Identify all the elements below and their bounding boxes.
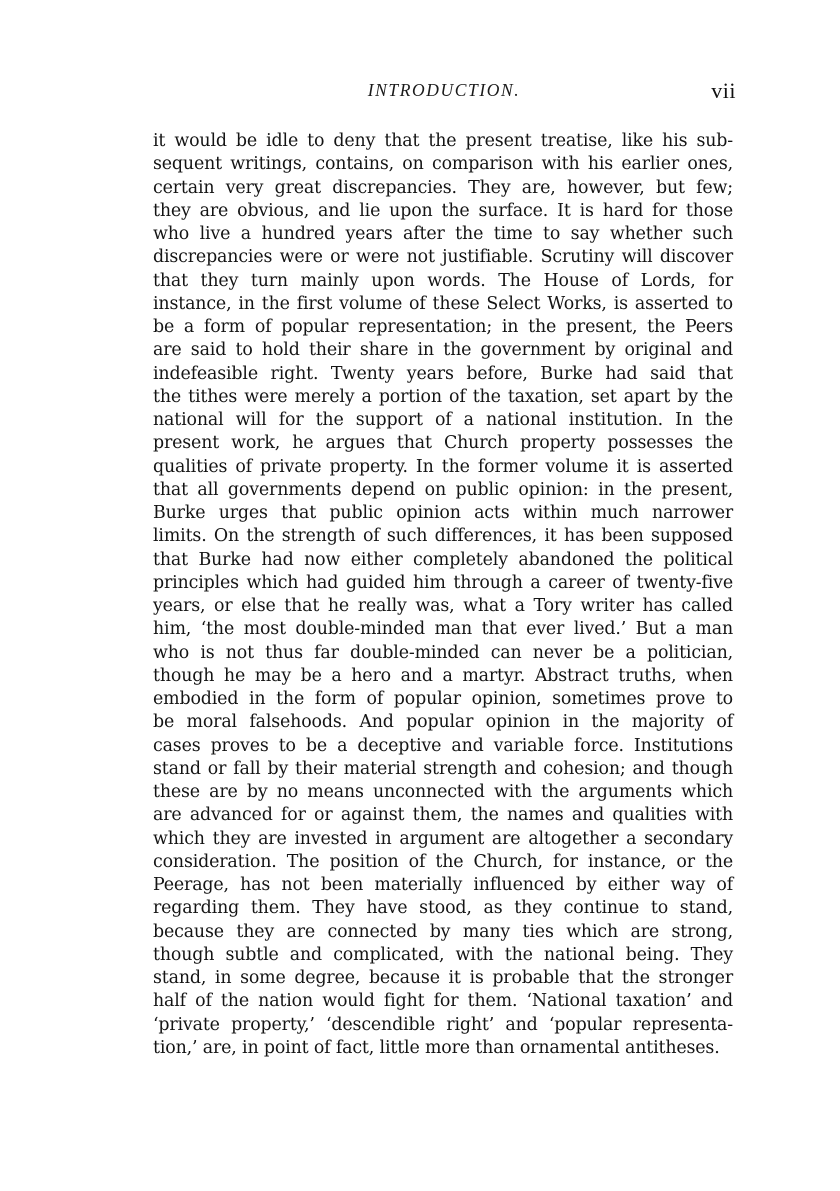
text-line: principles which had guided him through a career of twenty-five xyxy=(153,572,733,593)
text-line: him, ‘the most double-minded man that ever lived.’ But a man xyxy=(153,619,733,640)
text-line: that Burke had now either completely abandoned the political xyxy=(153,549,733,570)
text-line: who is not thus far double-minded can never be a politician, xyxy=(153,642,733,663)
text-line: present work, he argues that Church property possesses the xyxy=(153,433,733,454)
text-line: stand or fall by their material strength and cohesion; and though xyxy=(153,758,733,779)
running-title: INTRODUCTION. xyxy=(367,80,521,100)
text-line: be moral falsehoods. And popular opinion in the majority of xyxy=(153,712,733,733)
text-line: indefeasible right. Twenty years before, Burke had said that xyxy=(153,363,733,384)
text-line: be a form of popular representation; in the present, the Peers xyxy=(153,317,733,337)
page-number: vii xyxy=(711,78,736,103)
text-line: Burke urges that public opinion acts within much narrower xyxy=(153,503,733,523)
text-line: stand, in some degree, because it is probable that the stronger xyxy=(153,968,733,988)
text-line: cases proves to be a deceptive and variable force. Institutions xyxy=(153,735,733,756)
text-line: are advanced for or against them, the names and qualities with xyxy=(153,805,733,826)
text-line: because they are connected by many ties which are strong, xyxy=(153,921,733,942)
text-line: though he may be a hero and a martyr. Abstract truths, when xyxy=(153,665,733,686)
text-line: these are by no means unconnected with the arguments which xyxy=(153,782,733,802)
text-line: sequent writings, contains, on comparison with his earlier ones, xyxy=(153,154,733,175)
text-line: that they turn mainly upon words. The House of Lords, for xyxy=(153,270,733,291)
text-line: Peerage, has not been materially influenced by either way of xyxy=(153,875,733,895)
text-line: half of the nation would fight for them. ‘National taxation’ and xyxy=(153,991,733,1012)
text-line: though subtle and complicated, with the national being. They xyxy=(153,944,733,965)
text-line: consideration. The position of the Church, for instance, or the xyxy=(153,851,733,872)
text-line: are said to hold their share in the government by original and xyxy=(153,340,733,361)
text-line: instance, in the first volume of these Select Works, is asserted to xyxy=(153,293,733,314)
text-line: which they are invested in argument are altogether a secondary xyxy=(153,828,733,849)
text-line: certain very great discrepancies. They are, however, but few; xyxy=(153,177,733,198)
text-line: years, or else that he really was, what a Tory writer has called xyxy=(153,596,733,616)
text-line: who live a hundred years after the time to say whether such xyxy=(153,224,733,244)
text-line: the tithes were merely a portion of the taxation, set apart by the xyxy=(153,386,733,407)
text-line: discrepancies were or were not justifiable. Scrutiny will discover xyxy=(153,247,733,268)
text-line: that all governments depend on public opinion: in the present, xyxy=(153,479,733,500)
text-line: qualities of private property. In the former volume it is asserted xyxy=(153,456,733,477)
text-line: tion,’ are, in point of fact, little more than ornamental antitheses. xyxy=(153,1037,720,1058)
body-paragraph xyxy=(153,130,733,1060)
text-line: they are obvious, and lie upon the surface. It is hard for those xyxy=(153,200,733,221)
text-line: it would be idle to deny that the present treatise, like his sub- xyxy=(153,131,733,151)
text-line: ‘private property,’ ‘descendible right’ and ‘popular representa- xyxy=(153,1014,733,1035)
text-line: embodied in the form of popular opinion, sometimes prove to xyxy=(153,689,733,709)
running-head xyxy=(152,78,736,108)
text-line: national will for the support of a national institution. In the xyxy=(153,410,733,430)
text-line: regarding them. They have stood, as they continue to stand, xyxy=(153,898,733,919)
text-line: limits. On the strength of such differences, it has been supposed xyxy=(153,526,733,547)
